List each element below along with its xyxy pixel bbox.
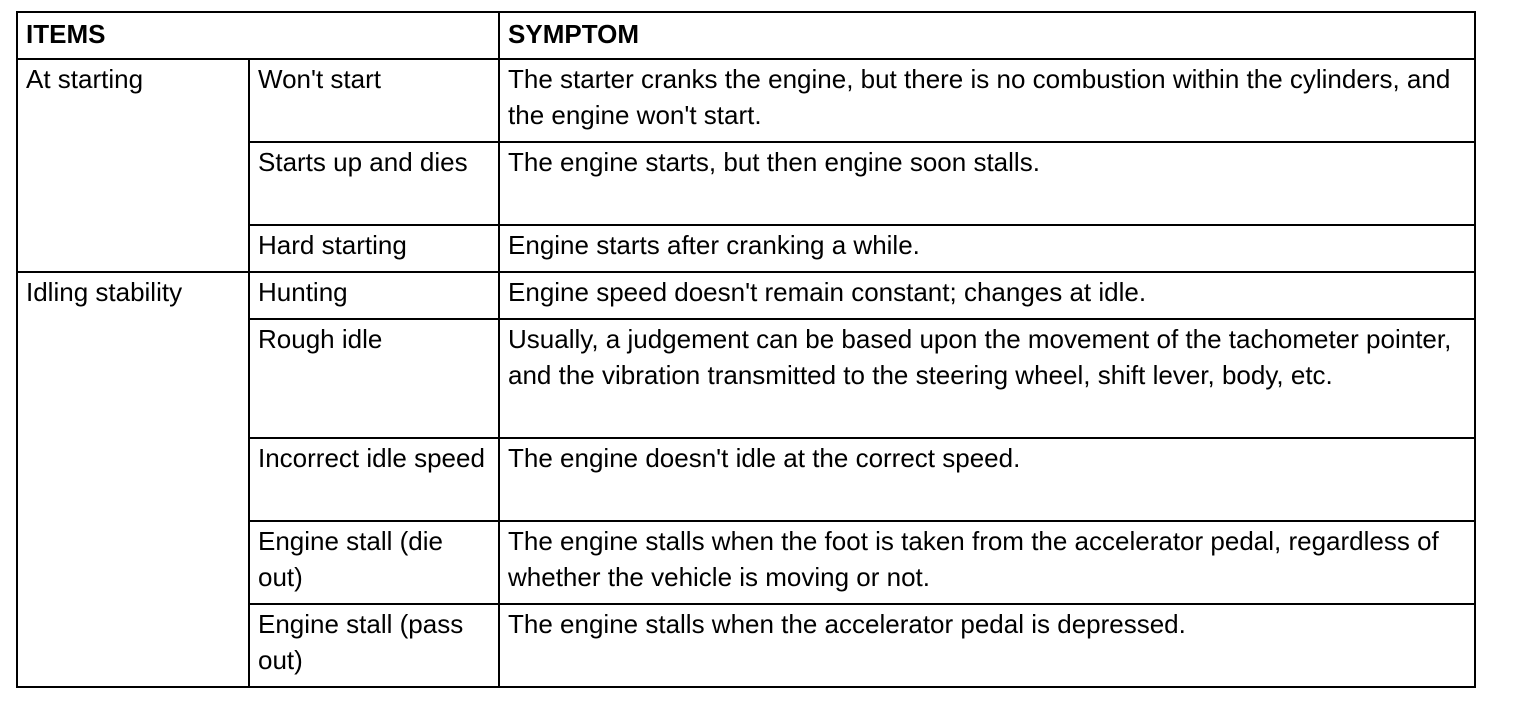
symptom-cell: Engine speed doesn't remain constant; changes at idle. bbox=[499, 272, 1475, 319]
item-cell: Incorrect idle speed bbox=[249, 438, 499, 521]
symptom-cell: The starter cranks the engine, but there is no combustion within the cylinders, and the engine won't start. bbox=[499, 59, 1475, 142]
symptom-cell: Engine starts after cranking a while. bbox=[499, 225, 1475, 272]
item-cell: Hunting bbox=[249, 272, 499, 319]
item-cell: Won't start bbox=[249, 59, 499, 142]
item-cell: Starts up and dies bbox=[249, 142, 499, 225]
group-label-at-starting: At starting bbox=[17, 59, 249, 272]
symptom-cell: The engine starts, but then engine soon stalls. bbox=[499, 142, 1475, 225]
item-cell: Rough idle bbox=[249, 319, 499, 438]
group-label-idling-stability: Idling stability bbox=[17, 272, 249, 687]
header-row bbox=[17, 12, 1475, 59]
symptom-cell: Usually, a judgement can be based upon the movement of the tachometer pointer, and the vibration transmitted to the steering wheel, shift lever, body, etc. bbox=[499, 319, 1475, 438]
item-cell: Hard starting bbox=[249, 225, 499, 272]
symptom-cell: The engine doesn't idle at the correct speed. bbox=[499, 438, 1475, 521]
table-row bbox=[17, 59, 1475, 142]
symptom-header: SYMPTOM bbox=[499, 12, 1475, 59]
table-row bbox=[17, 272, 1475, 319]
symptom-cell: The engine stalls when the foot is taken from the accelerator pedal, regardless of whether the vehicle is moving or not. bbox=[499, 521, 1475, 604]
symptom-table bbox=[16, 11, 1476, 688]
items-header: ITEMS bbox=[17, 12, 499, 59]
item-cell: Engine stall (pass out) bbox=[249, 604, 499, 687]
item-cell: Engine stall (die out) bbox=[249, 521, 499, 604]
symptom-cell: The engine stalls when the accelerator pedal is depressed. bbox=[499, 604, 1475, 687]
